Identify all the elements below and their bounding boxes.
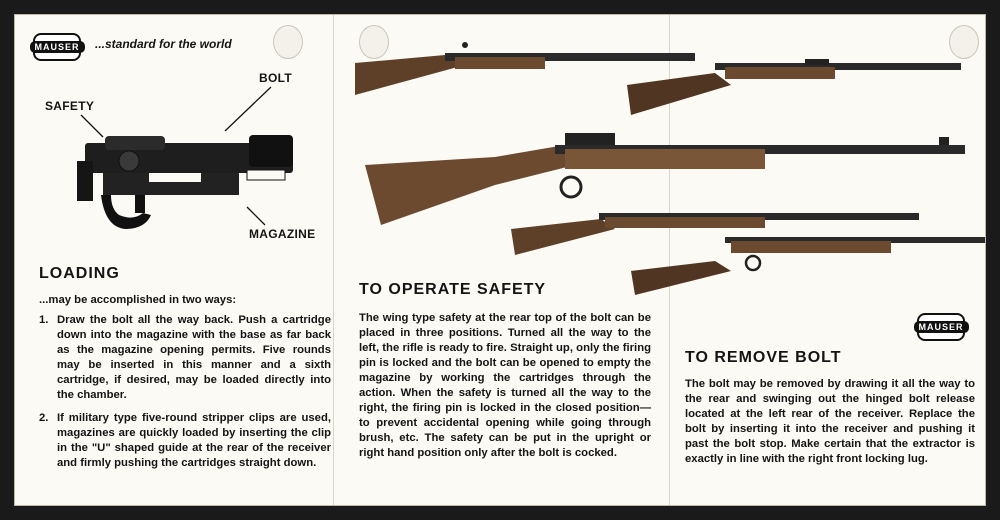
loading-steps [39, 313, 331, 479]
bolt-leader-line [225, 87, 271, 131]
remove-bolt-text: The bolt may be removed by drawing it all the way to the rear and swinging out the hinged bolt release located at the left rear of the receiver. Replace the bolt by inserting it into the receiver and pushing it past the bolt stop. Make certain that the extractor is exactly in line with the right front locking lug. [685, 378, 975, 465]
rifle-lineup-illustration [335, 15, 985, 305]
safety-text: The wing type safety at the rear top of the bolt can be placed in three positions. Turned all the way to the left, the rifle is ready to fire. Straight up, only the firing pin is locked and the bolt can be opened to empty the magazine by working the cartridges through the action. When the safety is turned all the way to the right, the firing pin is locked in the closed position—to prevent accidental opening while going through brush, etc. The safety can be put in the upright or right hand position only after the bolt is cocked. [359, 312, 651, 459]
logo-text: MAUSER [30, 41, 85, 53]
step-number: 1. [39, 314, 49, 326]
list-item [39, 411, 331, 471]
loading-intro: ...may be accomplished in two ways: [39, 294, 237, 306]
magazine-label: MAGAZINE [249, 227, 316, 241]
tagline: ...standard for the world [95, 37, 232, 51]
action-diagram [15, 15, 335, 265]
magazine-leader-line [247, 207, 265, 225]
rifle-image [631, 237, 985, 295]
rifle-image [627, 59, 961, 115]
remove-bolt-heading: TO REMOVE BOLT [685, 349, 842, 366]
list-item [39, 313, 331, 403]
mauser-logo [917, 313, 965, 341]
loading-heading: LOADING [39, 265, 120, 282]
safety-leader-line [81, 115, 103, 137]
logo-text: MAUSER [914, 321, 969, 333]
safety-heading: TO OPERATE SAFETY [359, 281, 547, 298]
bolt-label: BOLT [259, 71, 292, 85]
rifle-action-illustration [77, 135, 293, 229]
rifle-image [365, 133, 965, 225]
step-number: 2. [39, 412, 49, 424]
safety-label: SAFETY [45, 99, 95, 113]
brochure-sheet [14, 14, 986, 506]
step-text: Draw the bolt all the way back. Push a cartridge down into the magazine with the base as far back as the magazine opening permits. Five rounds may be inserted in this manner and a sixth cartridge, if desired, may be loaded directly into the chamber. [57, 314, 331, 401]
step-text: If military type five-round stripper clips are used, magazines are quickly loaded by inserting the clip in the "U" shaped guide at the rear of the receiver and firmly pushing the cartridges straight down. [57, 412, 331, 469]
